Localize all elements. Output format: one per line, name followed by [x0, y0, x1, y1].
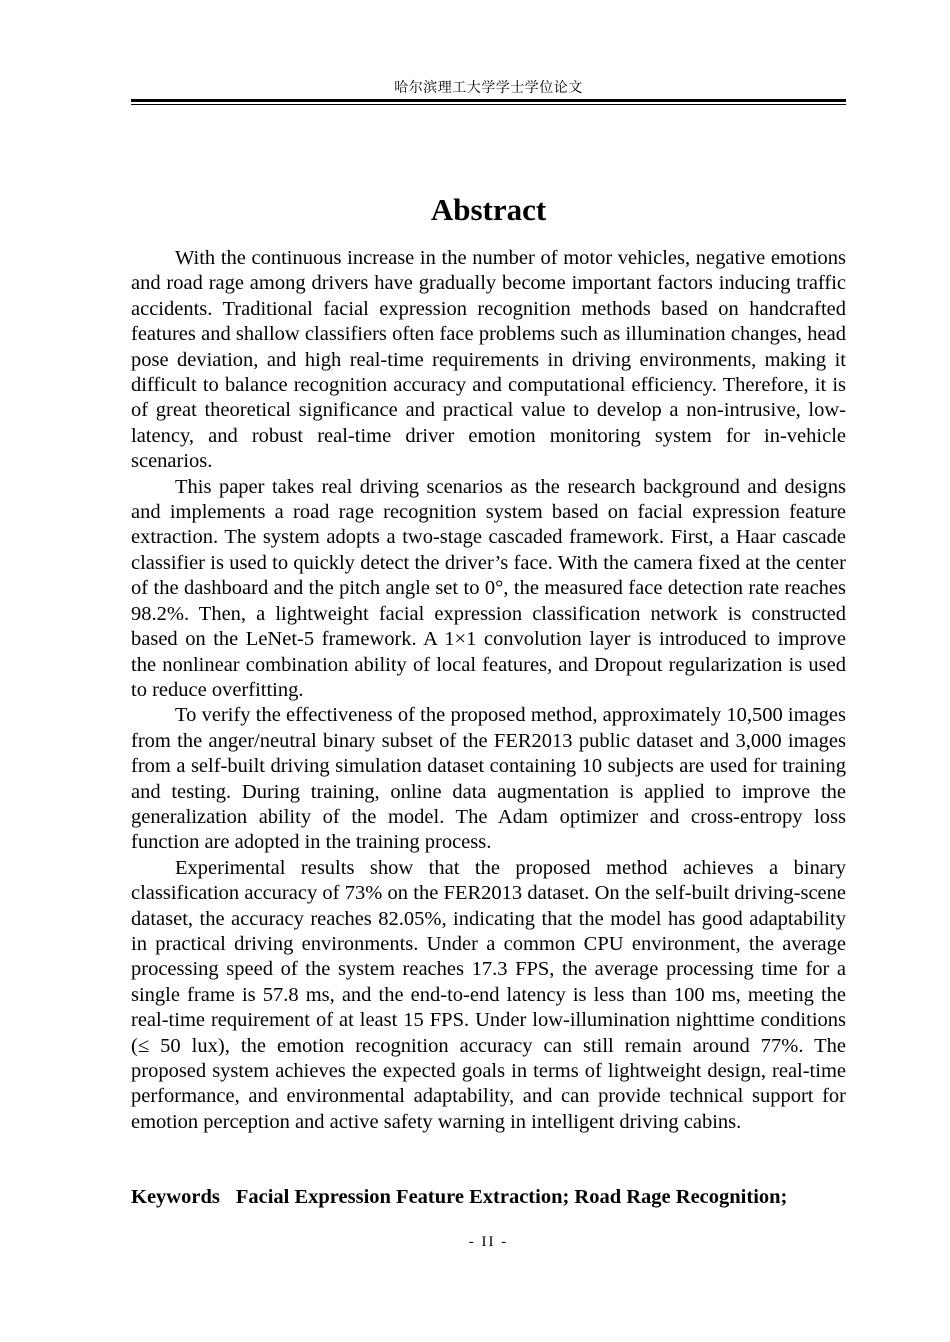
header-rule-thin [131, 104, 846, 105]
abstract-paragraph: Experimental results show that the proposed method achieves a binary classification accuracy of 73% on the FER2013 dataset. On the self-built driving-scene dataset, the accuracy reaches 82.05%, indicating that the model has good adaptability in practical driving environments. Under a common CPU environment, the average processing speed of the system reaches 17.3 FPS, the average processing time for a single frame is 57.8 ms, and the end-to-end latency is less than 100 ms, meeting the real-time requirement of at least 15 FPS. Under low-illumination nighttime conditions (≤ 50 lux), the emotion recognition accuracy can still remain around 77%. The proposed system achieves the expected goals in terms of lightweight design, real-time performance, and environmental adaptability, and can provide technical support for emotion perception and active safety warning in intelligent driving cabins. [131, 856, 846, 1133]
keywords-line [131, 1184, 871, 1210]
abstract-paragraph: This paper takes real driving scenarios as the research background and designs and implements a road rage recognition system based on facial expression feature extraction. The system adopts a two-stage cascaded framework. First, a Haar cascade classifier is used to quickly detect the driver’s face. With the camera fixed at the center of the dashboard and the pitch angle set to 0°, the measured face detection rate reaches 98.2%. Then, a lightweight facial expression classification network is constructed based on the LeNet-5 framework. A 1×1 convolution layer is introduced to improve the nonlinear combination ability of local features, and Dropout regularization is used to reduce overfitting. [131, 475, 846, 701]
abstract-paragraph: With the continuous increase in the number of motor vehicles, negative emotions and road rage among drivers have gradually become important factors inducing traffic accidents. Traditional facial expression recognition methods based on handcrafted features and shallow classifiers often face problems such as illumination changes, head pose deviation, and high real-time requirements in driving environments, making it difficult to balance recognition accuracy and computational efficiency. Therefore, it is of great theoretical significance and practical value to develop a non-intrusive, low-latency, and robust real-time driver emotion monitoring system for in-vehicle scenarios. [131, 247, 846, 473]
abstract-title: Abstract [430, 191, 547, 227]
running-header: 哈尔滨理工大学学士学位论文 [394, 80, 583, 96]
abstract-body [131, 246, 846, 1135]
page-number: - II - [468, 1234, 509, 1250]
keywords-text: Facial Expression Feature Extraction; Road Rage Recognition; [235, 1186, 788, 1208]
abstract-paragraph: To verify the effectiveness of the proposed method, approximately 10,500 images from the anger/neutral binary subset of the FER2013 public dataset and 3,000 images from a self-built driving simulation dataset containing 10 subjects are used for training and testing. During training, online data augmentation is applied to improve the generalization ability of the model. The Adam optimizer and cross-entropy loss function are adopted in the training process. [131, 704, 846, 854]
keywords-label: Keywords [131, 1186, 220, 1208]
header-rule-thick [131, 99, 846, 102]
